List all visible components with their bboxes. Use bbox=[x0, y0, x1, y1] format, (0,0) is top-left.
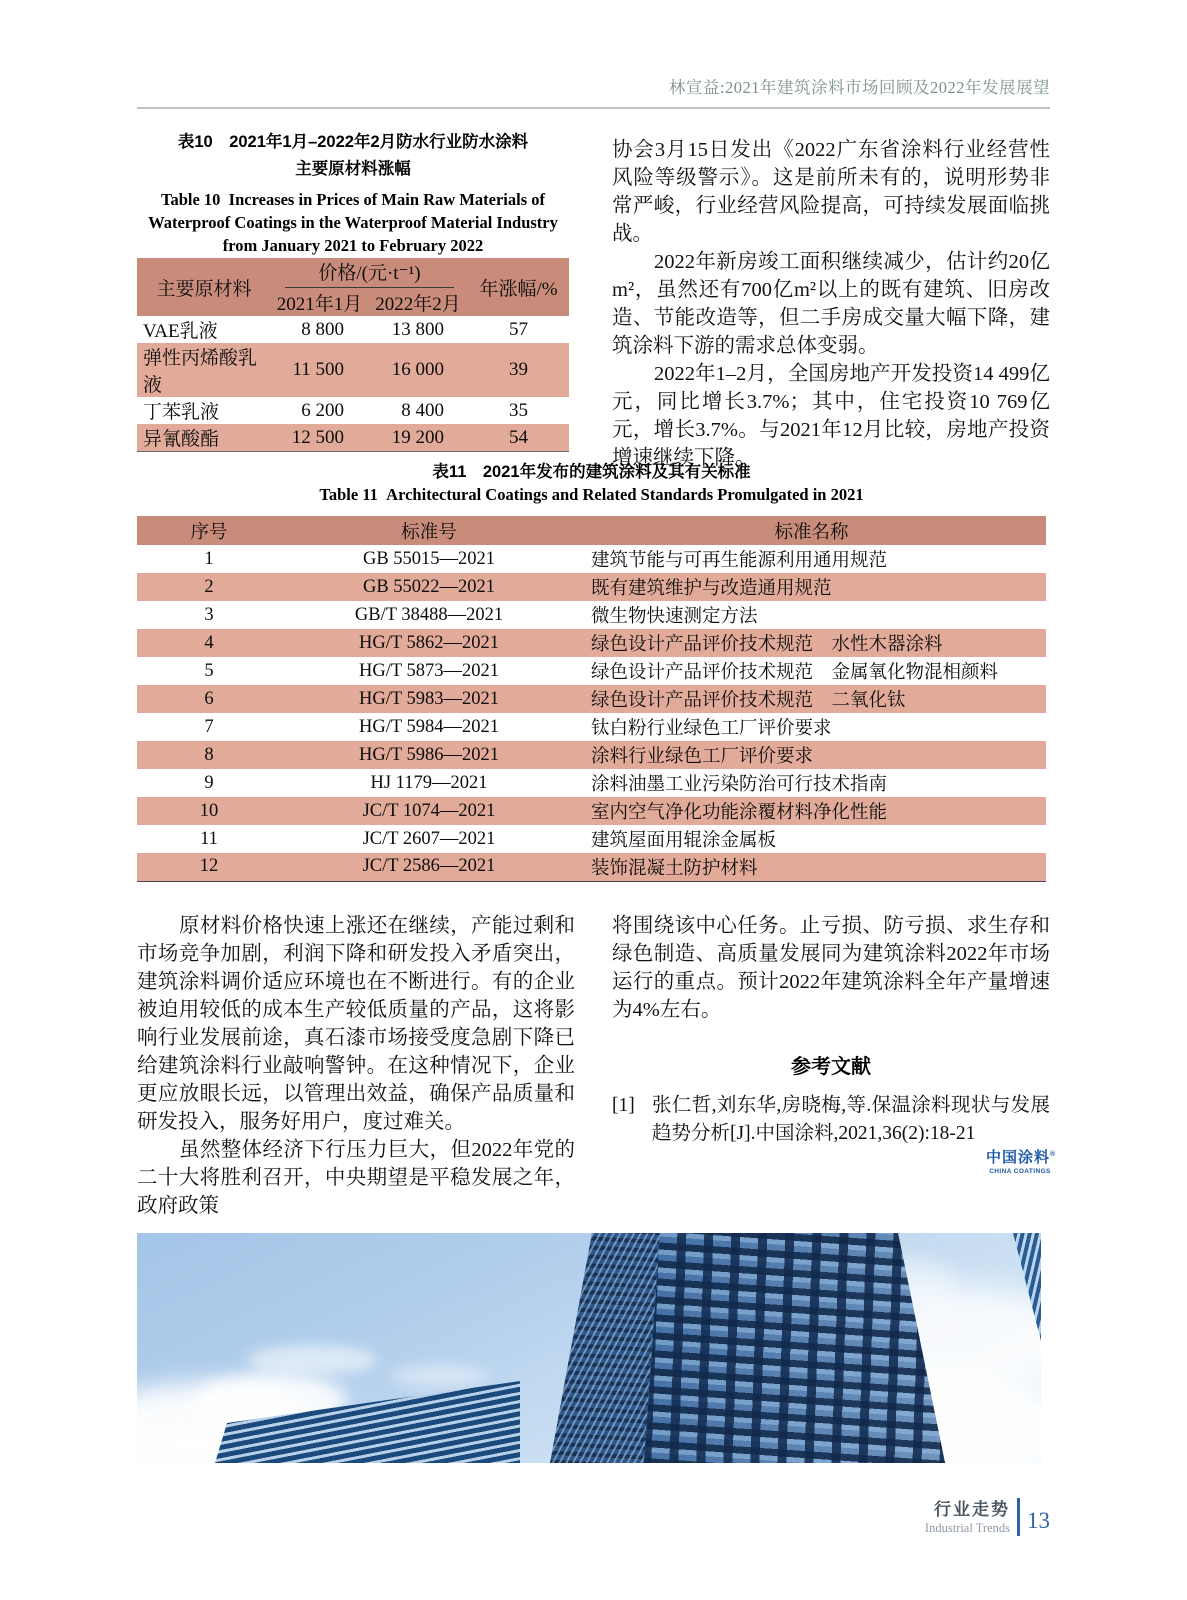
table10-row: 丁苯乳液 6 200 8 400 35 bbox=[143, 399, 529, 423]
body-paragraph: 协会3月15日发出《2022广东省涂料行业经营性风险等级警示》。这是前所未有的，说明形势非常严峻，行业经营风险提高，可持续发展面临挑战。 bbox=[612, 139, 1050, 245]
table10-caption-zh bbox=[137, 129, 569, 183]
table11-row: 7 HG/T 5984—2021 钛白粉行业绿色工厂评价要求 bbox=[204, 716, 832, 739]
reference-label: [1] bbox=[612, 1095, 635, 1116]
logo-wordmark-en: CHINA COATINGS bbox=[989, 1168, 1051, 1175]
table10-caption-zh-line2: 主要原材料涨幅 bbox=[295, 160, 411, 178]
table10-row: VAE乳液 8 800 13 800 57 bbox=[143, 318, 529, 342]
table10-col-feb2022: 2022年2月 bbox=[368, 288, 468, 316]
logo-wordmark-zh: 中国涂料® bbox=[986, 1149, 1057, 1166]
table11-standards bbox=[137, 516, 1046, 882]
body-paragraph: 虽然整体经济下行压力巨大，但2022年党的二十大将胜利召开，中央期望是平稳发展之年，政府政策 bbox=[137, 1139, 575, 1217]
body-paragraph: 原材料价格快速上涨还在继续，产能过剩和市场竞争加剧，利润下降和研发投入矛盾突出，建筑涂料调价适应环境也在不断进行。有的企业被迫用较低的成本生产较低质量的产品，这将影响行业发展前途，真石漆市场接受度急剧下降已给建筑涂料行业敲响警钟。在这种情况下，企业更应放眼长远，以管理出效益，确保产品质量和研发投入，服务好用户，度过难关。 bbox=[137, 915, 575, 1133]
table11-row: 5 HG/T 5873—2021 绿色设计产品评价技术规范 金属氧化物混相颜料 bbox=[204, 660, 999, 683]
table11-row: 1 GB 55015—2021 建筑节能与可再生能源利用通用规范 bbox=[204, 548, 888, 571]
table11-row: 2 GB 55022—2021 既有建筑维护与改造通用规范 bbox=[137, 573, 1046, 601]
table10-caption-en: Table 10 Increases in Prices of Main Raw Materials of Waterproof Coatings in the Waterproof Material Industry from January 2021 to February 2022 bbox=[148, 190, 558, 255]
table10-row: 弹性丙烯酸乳液 11 500 16 000 39 bbox=[137, 343, 569, 397]
table10-col-increase: 年涨幅/% bbox=[468, 258, 569, 316]
body-paragraph: 将围绕该中心任务。止亏损、防亏损、求生存和绿色制造、高质量发展同为建筑涂料2022年市场运行的重点。预计2022年建筑涂料全年产量增速为4%左右。 bbox=[612, 915, 1050, 1021]
footer-divider-bar bbox=[1017, 1498, 1020, 1536]
skyscrapers-photo bbox=[137, 1233, 1041, 1463]
table11-caption-en: Table 11 Architectural Coatings and Related Standards Promulgated in 2021 bbox=[319, 485, 864, 504]
reference-item bbox=[612, 1092, 1050, 1148]
table11-row: 8 HG/T 5986—2021 涂料行业绿色工厂评价要求 bbox=[137, 741, 1046, 769]
table10-caption-zh-line1: 表10 2021年1月–2022年2月防水行业防水涂料 bbox=[177, 133, 529, 151]
left-column-bottom bbox=[137, 912, 575, 1220]
table11-caption-zh: 表11 2021年发布的建筑涂料及其有关标准 bbox=[432, 463, 751, 481]
table11-col-name: 标准名称 bbox=[577, 516, 1046, 545]
cloud bbox=[392, 1365, 487, 1387]
table11-col-code: 标准号 bbox=[281, 516, 577, 545]
table11-row: 6 HG/T 5983—2021 绿色设计产品评价技术规范 二氧化钛 bbox=[137, 685, 1046, 713]
cloud bbox=[247, 1345, 377, 1375]
footer-section-label-en: Industrial Trends bbox=[924, 1520, 1010, 1535]
table11-row: 3 GB/T 38488—2021 微生物快速测定方法 bbox=[204, 604, 758, 627]
table11-row: 10 JC/T 1074—2021 室内空气净化功能涂覆材料净化性能 bbox=[137, 797, 1046, 825]
table11-row: 9 HJ 1179—2021 涂料油墨工业污染防治可行技术指南 bbox=[204, 772, 888, 795]
table11-row: 11 JC/T 2607—2021 建筑屋面用辊涂金属板 bbox=[200, 828, 777, 851]
table10-row: 异氰酸酯 12 500 19 200 54 bbox=[137, 424, 569, 452]
table11-col-no: 序号 bbox=[137, 516, 281, 545]
china-coatings-logo bbox=[986, 1146, 1057, 1175]
table11-row: 4 HG/T 5862—2021 绿色设计产品评价技术规范 水性木器涂料 bbox=[137, 629, 1046, 657]
table11-row: 12 JC/T 2586—2021 装饰混凝土防护材料 bbox=[137, 853, 1046, 881]
body-paragraph: 2022年新房竣工面积继续减少，估计约20亿m²，虽然还有700亿m²以上的既有建筑、旧房改造、节能改造等，但二手房成交量大幅下降，建筑涂料下游的需求总体变弱。 bbox=[612, 251, 1050, 357]
right-column-bottom bbox=[612, 912, 1050, 1148]
table10-raw-materials bbox=[137, 258, 569, 452]
footer-section-labels bbox=[925, 1500, 1010, 1535]
reference-text: 张仁哲,刘东华,房晓梅,等.保温涂料现状与发展趋势分析[J].中国涂料,2021,36(2):18-21 bbox=[652, 1095, 1050, 1144]
page-number: 13 bbox=[1027, 1508, 1050, 1533]
page-footer bbox=[850, 1498, 1050, 1536]
header-rule bbox=[137, 107, 1050, 109]
table10-col-jan2021: 2021年1月 bbox=[271, 288, 368, 316]
right-column-top bbox=[612, 136, 1050, 472]
registered-mark-icon: ® bbox=[1050, 1151, 1057, 1158]
footer-section-label-zh: 行业走势 bbox=[934, 1499, 1010, 1519]
table10-col-price-group: 价格/(元·t⁻¹) bbox=[271, 258, 468, 288]
running-header: 林宣益:2021年建筑涂料市场回顾及2022年发展展望 bbox=[668, 78, 1050, 97]
body-paragraph: 2022年1–2月，全国房地产开发投资14 499亿元，同比增长3.7%；其中，住宅投资10 769亿元，增长3.7%。与2021年12月比较，房地产投资增速继续下降。 bbox=[612, 363, 1050, 469]
references-heading: 参考文献 bbox=[791, 1056, 871, 1078]
table10-col-material: 主要原材料 bbox=[137, 258, 271, 316]
